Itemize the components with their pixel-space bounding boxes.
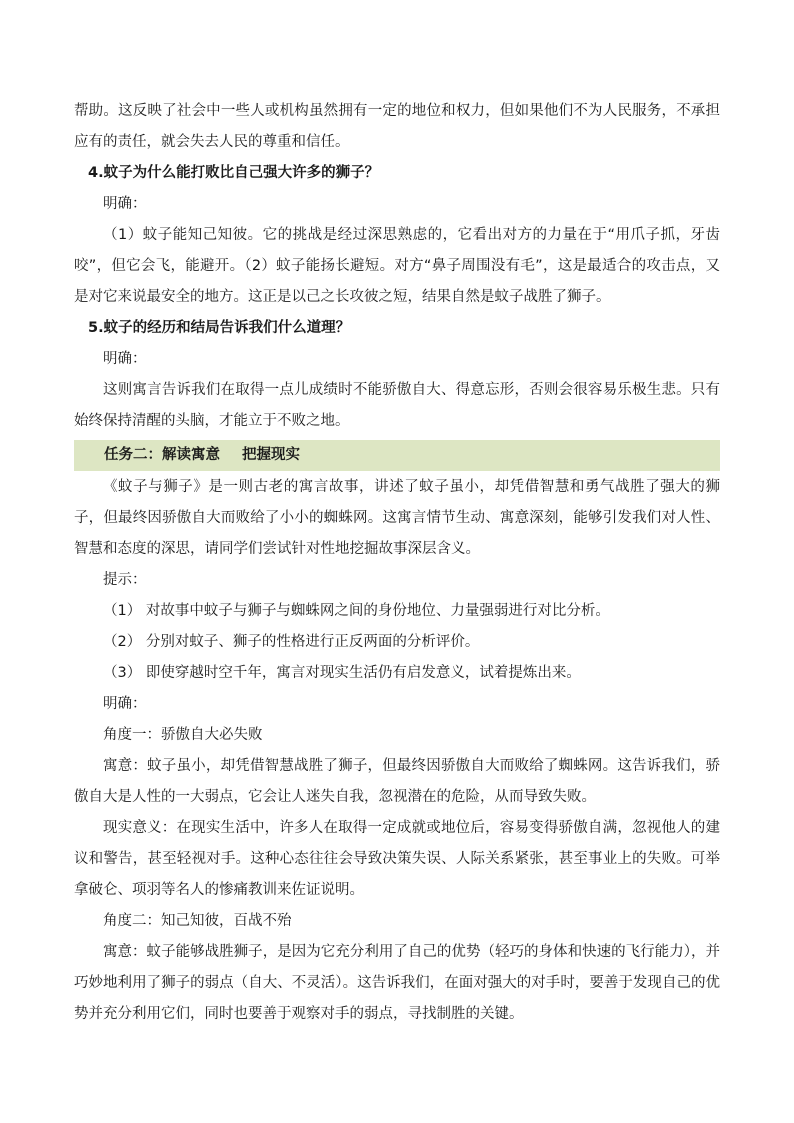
task-title: 任务二：解读寓意 [104, 447, 220, 463]
hint-label: 提示： [103, 572, 147, 588]
paragraph-continuation: 帮助。这反映了社会中一些人或机构虽然拥有一定的地位和权力，但如果他们不为人民服务，不承担应有的责任，就会失去人民的尊重和信任。 [74, 103, 720, 150]
angle-1-title: 角度一：骄傲自大必失败 [103, 727, 263, 743]
angle-2-title: 角度二：知己知彼，百战不殆 [103, 913, 292, 929]
angle-2-moral: 寓意：蚊子能够战胜狮子，是因为它充分利用了自己的优势（轻巧的身体和快速的飞行能力），并巧妙地利用了狮子的弱点（自大、不灵活）。这告诉我们，在面对强大的对手时，要善于发现自己的优势并充分利用它们，同时也要善于观察对手的弱点，寻找制胜的关键。 [74, 944, 720, 1022]
answer-5: 这则寓言告诉我们在取得一点儿成绩时不能骄傲自大、得意忘形，否则会很容易乐极生悲。只有始终保持清醒的头脑，才能立于不败之地。 [74, 382, 720, 429]
answer-4: （1）蚊子能知己知彼。它的挑战是经过深思熟虑的，它看出对方的力量在于“用爪子抓，牙齿咬”，但它会飞，能避开。（2）蚊子能扬长避短。对方“鼻子周围没有毛”，这是最适合的攻击点，又是对它来说最安全的地方。这正是以己之长攻彼之短，结果自然是蚊子战胜了狮子。 [74, 227, 720, 305]
answer-label-5: 明确： [103, 351, 147, 367]
question-4: 4.蚊子为什么能打败比自己强大许多的狮子？ [88, 165, 380, 181]
task-subtitle: 把握现实 [242, 447, 300, 463]
angle-1-reality: 现实意义：在现实生活中，许多人在取得一定成就或地位后，容易变得骄傲自满，忽视他人的建议和警告，甚至轻视对手。这种心态往往会导致决策失误、人际关系紧张，甚至事业上的失败。可举拿破仑、项羽等名人的惨痛教训来佐证说明。 [74, 820, 720, 898]
hint-item-3: （3） 即使穿越时空千年，寓言对现实生活仍有启发意义，试着提炼出来。 [103, 665, 581, 681]
angle-1-moral: 寓意：蚊子虽小，却凭借智慧战胜了狮子，但最终因骄傲自大而败给了蜘蛛网。这告诉我们，骄傲自大是人性的一大弱点，它会让人迷失自我，忽视潜在的危险，从而导致失败。 [74, 758, 720, 805]
answer-label: 明确： [103, 696, 147, 712]
task-heading [74, 440, 720, 471]
hint-item-2: （2） 分别对蚊子、狮子的性格进行正反两面的分析评价。 [103, 634, 480, 650]
task-intro: 《蚊子与狮子》是一则古老的寓言故事，讲述了蚊子虽小，却凭借智慧和勇气战胜了强大的狮子，但最终因骄傲自大而败给了小小的蜘蛛网。这寓言情节生动、寓意深刻，能够引发我们对人性、智慧和态度的深思，请同学们尝试针对性地挖掘故事深层含义。 [74, 479, 720, 557]
answer-label-4: 明确： [103, 196, 147, 212]
question-5: 5.蚊子的经历和结局告诉我们什么道理？ [88, 320, 351, 336]
hint-item-1: （1） 对故事中蚊子与狮子与蜘蛛网之间的身份地位、力量强弱进行对比分析。 [103, 603, 610, 619]
